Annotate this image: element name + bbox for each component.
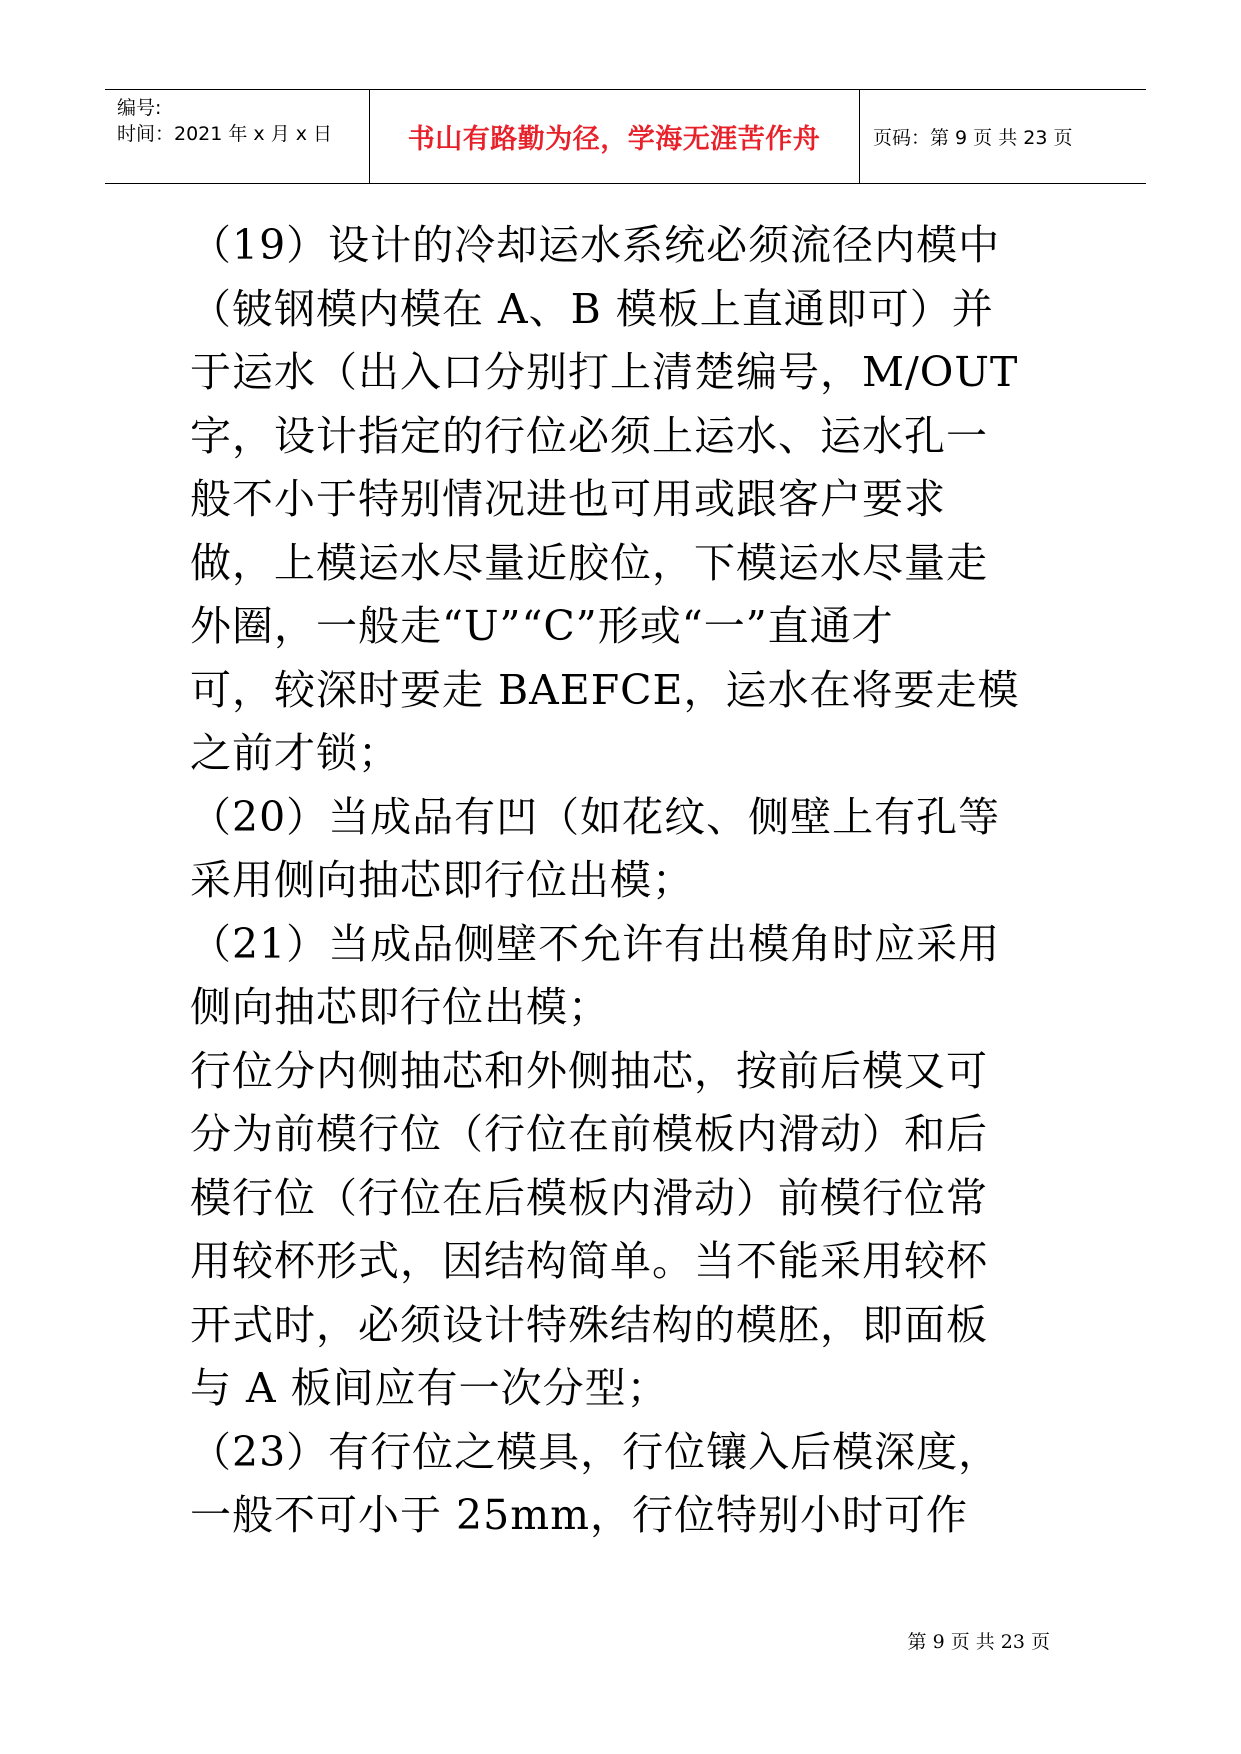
text-line: 可，较深时要走 BAEFCE，运水在将要走模	[190, 665, 1020, 714]
text-line: （23）有行位之模具，行位镶入后模深度，	[190, 1427, 1001, 1476]
header-info-cell	[105, 90, 370, 183]
text-line: 分为前模行位（行位在前模板内滑动）和后	[190, 1110, 988, 1158]
text-line: 一般不可小于 25mm，行位特别小时可作	[190, 1491, 968, 1539]
text-line: 开式时，必须设计特殊结构的模胚，即面板	[190, 1300, 988, 1349]
page-footer: 第 9 页 共 23 页	[907, 1631, 1050, 1653]
text-line: 侧向抽芯即行位出模；	[190, 983, 610, 1031]
header-motto-cell	[369, 90, 860, 183]
text-line: （19）设计的冷却运水系统必须流径内模中	[190, 221, 1001, 269]
text-line: 采用侧向抽芯即行位出模；	[190, 856, 694, 904]
text-line: 模行位（行位在后模板内滑动）前模行位常	[190, 1173, 988, 1222]
page-header	[105, 89, 1146, 184]
text-line: （20）当成品有凹（如花纹、侧壁上有孔等	[190, 792, 1001, 841]
text-line: 做，上模运水尽量近胶位，下模运水尽量走	[190, 538, 988, 587]
text-line: （21）当成品侧壁不允许有出模角时应采用	[190, 919, 1001, 968]
serial-label: 编号:	[117, 97, 162, 119]
header-page-cell	[859, 90, 1146, 183]
text-line: 用较杯形式，因结构简单。当不能采用较杯	[190, 1237, 988, 1285]
header-page-label: 页码：第 9 页 共 23 页	[873, 127, 1073, 149]
text-line: 之前才锁；	[190, 729, 400, 777]
body-text	[190, 214, 1090, 1548]
text-line: 外圈，一般走“U”“C”形或“一”直通才	[190, 602, 894, 650]
time-label: 时间：2021 年 x 月 x 日	[117, 123, 333, 145]
text-line: 行位分内侧抽芯和外侧抽芯，按前后模又可	[190, 1046, 988, 1095]
text-line: 于运水（出入口分别打上清楚编号，M/OUT	[190, 348, 1019, 396]
text-line: 般不小于特别情况进也可用或跟客户要求	[190, 475, 946, 523]
text-line: 字，设计指定的行位必须上运水、运水孔一	[190, 411, 988, 460]
text-line: 与 A 板间应有一次分型；	[190, 1364, 669, 1412]
text-line: （铍钢模内模在 A、B 模板上直通即可）并	[190, 284, 994, 333]
motto: 书山有路勤为径，学海无涯苦作舟	[407, 124, 821, 155]
